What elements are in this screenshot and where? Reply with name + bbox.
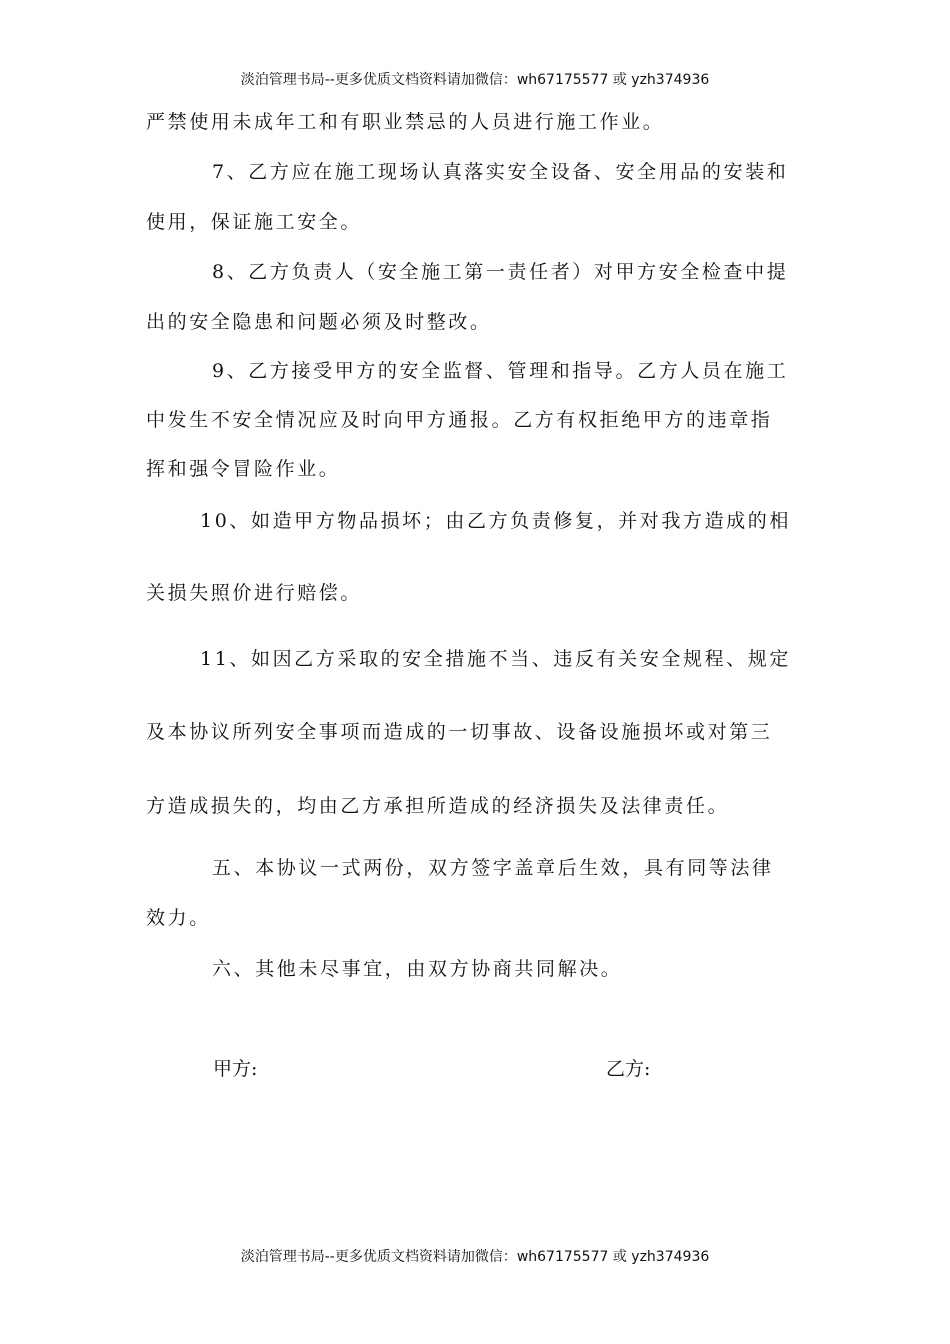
body-line-15: 效力。: [146, 907, 211, 929]
body-line-12: 及本协议所列安全事项而造成的一切事故、设备设施损坏或对第三: [146, 721, 773, 743]
party-a-label: 甲方:: [213, 1058, 258, 1080]
body-line-11: 11、如因乙方采取的安全措施不当、违反有关安全规程、规定: [200, 648, 791, 670]
body-line-3: 使用，保证施工安全。: [146, 211, 363, 233]
body-line-9: 10、如造甲方物品损坏；由乙方负责修复，并对我方造成的相: [200, 510, 791, 532]
body-line-7: 中发生不安全情况应及时向甲方通报。乙方有权拒绝甲方的违章指: [146, 409, 773, 431]
body-line-5: 出的安全隐患和问题必须及时整改。: [146, 311, 492, 333]
body-line-6: 9、乙方接受甲方的安全监督、管理和指导。乙方人员在施工: [212, 360, 789, 382]
body-line-10: 关损失照价进行赔偿。: [146, 582, 363, 604]
body-line-16: 六、其他未尽事宜，由双方协商共同解决。: [212, 958, 623, 980]
body-line-4: 8、乙方负责人（安全施工第一责任者）对甲方安全检查中提: [212, 261, 789, 283]
party-b-label: 乙方:: [606, 1058, 651, 1080]
body-line-2: 7、乙方应在施工现场认真落实安全设备、安全用品的安装和: [212, 161, 789, 183]
body-line-1: 严禁使用未成年工和有职业禁忌的人员进行施工作业。: [146, 111, 665, 133]
body-line-13: 方造成损失的，均由乙方承担所造成的经济损失及法律责任。: [146, 795, 730, 817]
body-line-14: 五、本协议一式两份，双方签字盖章后生效，具有同等法律: [212, 857, 774, 879]
page-header: 淡泊管理书局--更多优质文档资料请加微信：wh67175577 或 yzh374936: [240, 72, 710, 88]
page-footer: 淡泊管理书局--更多优质文档资料请加微信：wh67175577 或 yzh374936: [240, 1249, 710, 1265]
body-line-8: 挥和强令冒险作业。: [146, 458, 341, 480]
